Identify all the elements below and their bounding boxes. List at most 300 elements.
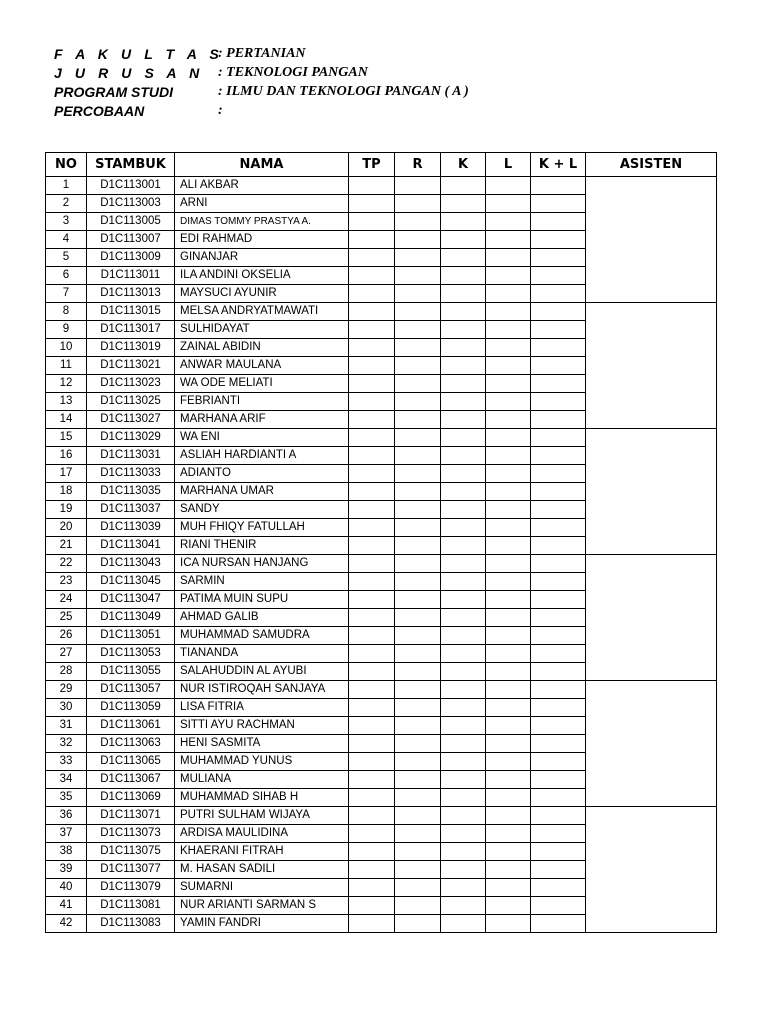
row-nama: NUR ISTIROQAH SANJAYA xyxy=(175,681,349,699)
row-k-plus-l-cell xyxy=(531,231,586,249)
table-row xyxy=(46,807,717,825)
row-nama: ANWAR MAULANA xyxy=(175,357,349,375)
row-nama: HENI SASMITA xyxy=(175,735,349,753)
percobaan-value: : xyxy=(218,102,223,118)
row-k-cell xyxy=(441,825,486,843)
table-row xyxy=(46,303,717,321)
row-nama: MAYSUCI AYUNIR xyxy=(175,285,349,303)
row-number: 15 xyxy=(46,429,87,447)
row-k-cell xyxy=(441,393,486,411)
asisten-cell xyxy=(586,555,717,681)
row-k-cell xyxy=(441,375,486,393)
row-l-cell xyxy=(486,357,531,375)
row-tp-cell xyxy=(349,195,395,213)
row-k-plus-l-cell xyxy=(531,393,586,411)
row-k-plus-l-cell xyxy=(531,411,586,429)
row-tp-cell xyxy=(349,285,395,303)
row-r-cell xyxy=(395,699,441,717)
row-tp-cell xyxy=(349,501,395,519)
row-k-plus-l-cell xyxy=(531,609,586,627)
row-k-plus-l-cell xyxy=(531,627,586,645)
row-l-cell xyxy=(486,753,531,771)
row-k-cell xyxy=(441,663,486,681)
row-nama: SITTI AYU RACHMAN xyxy=(175,717,349,735)
row-k-plus-l-cell xyxy=(531,519,586,537)
row-k-cell xyxy=(441,249,486,267)
row-k-plus-l-cell xyxy=(531,789,586,807)
row-stambuk: D1C113005 xyxy=(87,213,175,231)
row-l-cell xyxy=(486,177,531,195)
row-r-cell xyxy=(395,411,441,429)
row-tp-cell xyxy=(349,483,395,501)
header-row-program-studi xyxy=(54,82,714,101)
row-number: 13 xyxy=(46,393,87,411)
row-number: 35 xyxy=(46,789,87,807)
row-l-cell xyxy=(486,915,531,933)
row-number: 3 xyxy=(46,213,87,231)
row-nama: SANDY xyxy=(175,501,349,519)
row-l-cell xyxy=(486,303,531,321)
row-k-cell xyxy=(441,195,486,213)
row-k-plus-l-cell xyxy=(531,825,586,843)
row-k-cell xyxy=(441,411,486,429)
row-stambuk: D1C113055 xyxy=(87,663,175,681)
row-nama: WA ODE MELIATI xyxy=(175,375,349,393)
row-l-cell xyxy=(486,789,531,807)
row-stambuk: D1C113035 xyxy=(87,483,175,501)
row-r-cell xyxy=(395,429,441,447)
row-nama: AHMAD GALIB xyxy=(175,609,349,627)
row-l-cell xyxy=(486,897,531,915)
row-r-cell xyxy=(395,465,441,483)
jurusan-label: J U R U S A N xyxy=(54,64,204,81)
row-number: 36 xyxy=(46,807,87,825)
row-tp-cell xyxy=(349,357,395,375)
column-header-k: K xyxy=(441,153,486,177)
row-k-plus-l-cell xyxy=(531,213,586,231)
row-r-cell xyxy=(395,339,441,357)
row-l-cell xyxy=(486,537,531,555)
student-roster-table xyxy=(45,152,717,933)
column-header-l: L xyxy=(486,153,531,177)
column-header-stambuk: STAMBUK xyxy=(87,153,175,177)
row-tp-cell xyxy=(349,429,395,447)
row-tp-cell xyxy=(349,627,395,645)
row-number: 21 xyxy=(46,537,87,555)
row-k-cell xyxy=(441,465,486,483)
row-number: 25 xyxy=(46,609,87,627)
percobaan-label: PERCOBAAN xyxy=(54,102,145,119)
row-tp-cell xyxy=(349,465,395,483)
row-l-cell xyxy=(486,735,531,753)
row-k-plus-l-cell xyxy=(531,915,586,933)
row-stambuk: D1C113043 xyxy=(87,555,175,573)
row-nama: ASLIAH HARDIANTI A xyxy=(175,447,349,465)
row-l-cell xyxy=(486,555,531,573)
row-stambuk: D1C113029 xyxy=(87,429,175,447)
row-number: 14 xyxy=(46,411,87,429)
row-r-cell xyxy=(395,609,441,627)
row-l-cell xyxy=(486,519,531,537)
asisten-cell xyxy=(586,807,717,933)
row-tp-cell xyxy=(349,519,395,537)
row-r-cell xyxy=(395,861,441,879)
asisten-cell xyxy=(586,177,717,303)
row-k-cell xyxy=(441,897,486,915)
row-number: 16 xyxy=(46,447,87,465)
row-tp-cell xyxy=(349,807,395,825)
row-k-cell xyxy=(441,537,486,555)
row-l-cell xyxy=(486,213,531,231)
row-k-cell xyxy=(441,699,486,717)
row-tp-cell xyxy=(349,177,395,195)
row-k-cell xyxy=(441,717,486,735)
row-k-plus-l-cell xyxy=(531,537,586,555)
row-number: 9 xyxy=(46,321,87,339)
row-stambuk: D1C113001 xyxy=(87,177,175,195)
row-r-cell xyxy=(395,249,441,267)
row-k-plus-l-cell xyxy=(531,555,586,573)
column-header-r: R xyxy=(395,153,441,177)
row-tp-cell xyxy=(349,663,395,681)
row-nama: SUMARNI xyxy=(175,879,349,897)
row-k-cell xyxy=(441,627,486,645)
row-r-cell xyxy=(395,591,441,609)
row-stambuk: D1C113013 xyxy=(87,285,175,303)
row-k-plus-l-cell xyxy=(531,753,586,771)
row-k-plus-l-cell xyxy=(531,573,586,591)
row-k-cell xyxy=(441,771,486,789)
row-r-cell xyxy=(395,177,441,195)
row-k-cell xyxy=(441,645,486,663)
header-row-fakultas xyxy=(54,44,714,63)
column-header-nama: NAMA xyxy=(175,153,349,177)
row-tp-cell xyxy=(349,645,395,663)
row-l-cell xyxy=(486,663,531,681)
row-r-cell xyxy=(395,645,441,663)
row-stambuk: D1C113037 xyxy=(87,501,175,519)
row-nama: ZAINAL ABIDIN xyxy=(175,339,349,357)
row-l-cell xyxy=(486,321,531,339)
column-header-no: NO xyxy=(46,153,87,177)
row-number: 37 xyxy=(46,825,87,843)
row-k-plus-l-cell xyxy=(531,807,586,825)
row-nama: MUHAMMAD SAMUDRA xyxy=(175,627,349,645)
row-k-plus-l-cell xyxy=(531,447,586,465)
row-tp-cell xyxy=(349,771,395,789)
row-l-cell xyxy=(486,771,531,789)
row-tp-cell xyxy=(349,231,395,249)
row-l-cell xyxy=(486,501,531,519)
row-tp-cell xyxy=(349,879,395,897)
row-k-cell xyxy=(441,789,486,807)
row-stambuk: D1C113057 xyxy=(87,681,175,699)
row-l-cell xyxy=(486,699,531,717)
row-l-cell xyxy=(486,411,531,429)
row-number: 33 xyxy=(46,753,87,771)
row-k-cell xyxy=(441,591,486,609)
row-number: 18 xyxy=(46,483,87,501)
table-row xyxy=(46,177,717,195)
row-number: 31 xyxy=(46,717,87,735)
fakultas-label: F A K U L T A S xyxy=(54,45,224,62)
row-stambuk: D1C113017 xyxy=(87,321,175,339)
row-l-cell xyxy=(486,465,531,483)
row-stambuk: D1C113025 xyxy=(87,393,175,411)
row-r-cell xyxy=(395,375,441,393)
row-stambuk: D1C113009 xyxy=(87,249,175,267)
row-r-cell xyxy=(395,537,441,555)
row-r-cell xyxy=(395,771,441,789)
row-r-cell xyxy=(395,267,441,285)
row-k-cell xyxy=(441,267,486,285)
row-l-cell xyxy=(486,825,531,843)
row-l-cell xyxy=(486,717,531,735)
row-k-cell xyxy=(441,735,486,753)
row-r-cell xyxy=(395,573,441,591)
row-nama: PUTRI SULHAM WIJAYA xyxy=(175,807,349,825)
row-k-cell xyxy=(441,213,486,231)
row-nama: ILA ANDINI OKSELIA xyxy=(175,267,349,285)
row-number: 22 xyxy=(46,555,87,573)
row-r-cell xyxy=(395,393,441,411)
row-l-cell xyxy=(486,573,531,591)
row-tp-cell xyxy=(349,861,395,879)
row-number: 20 xyxy=(46,519,87,537)
row-number: 32 xyxy=(46,735,87,753)
row-nama: MARHANA UMAR xyxy=(175,483,349,501)
row-k-plus-l-cell xyxy=(531,897,586,915)
row-l-cell xyxy=(486,195,531,213)
row-stambuk: D1C113027 xyxy=(87,411,175,429)
row-tp-cell xyxy=(349,699,395,717)
row-number: 38 xyxy=(46,843,87,861)
row-r-cell xyxy=(395,519,441,537)
table-body xyxy=(46,177,717,933)
asisten-cell xyxy=(586,429,717,555)
row-nama: EDI RAHMAD xyxy=(175,231,349,249)
row-number: 34 xyxy=(46,771,87,789)
row-l-cell xyxy=(486,807,531,825)
row-r-cell xyxy=(395,303,441,321)
row-tp-cell xyxy=(349,735,395,753)
row-nama: ARNI xyxy=(175,195,349,213)
row-tp-cell xyxy=(349,753,395,771)
row-k-plus-l-cell xyxy=(531,357,586,375)
row-k-plus-l-cell xyxy=(531,591,586,609)
row-k-plus-l-cell xyxy=(531,879,586,897)
row-tp-cell xyxy=(349,303,395,321)
row-nama: RIANI THENIR xyxy=(175,537,349,555)
row-tp-cell xyxy=(349,375,395,393)
row-k-plus-l-cell xyxy=(531,663,586,681)
row-l-cell xyxy=(486,861,531,879)
row-l-cell xyxy=(486,483,531,501)
row-tp-cell xyxy=(349,897,395,915)
table-row xyxy=(46,429,717,447)
row-k-cell xyxy=(441,519,486,537)
row-k-cell xyxy=(441,573,486,591)
table-header-row xyxy=(46,153,717,177)
row-stambuk: D1C113049 xyxy=(87,609,175,627)
row-number: 42 xyxy=(46,915,87,933)
row-tp-cell xyxy=(349,915,395,933)
jurusan-value: : TEKNOLOGI PANGAN xyxy=(218,64,368,80)
row-nama: SARMIN xyxy=(175,573,349,591)
document-header xyxy=(54,44,714,120)
row-number: 40 xyxy=(46,879,87,897)
row-k-plus-l-cell xyxy=(531,465,586,483)
row-k-plus-l-cell xyxy=(531,771,586,789)
row-nama: SULHIDAYAT xyxy=(175,321,349,339)
program-studi-value: : ILMU DAN TEKNOLOGI PANGAN ( A ) xyxy=(218,83,469,99)
row-k-cell xyxy=(441,879,486,897)
row-nama: M. HASAN SADILI xyxy=(175,861,349,879)
row-number: 19 xyxy=(46,501,87,519)
row-r-cell xyxy=(395,753,441,771)
row-nama: MUHAMMAD YUNUS xyxy=(175,753,349,771)
row-l-cell xyxy=(486,231,531,249)
row-nama: MULIANA xyxy=(175,771,349,789)
row-k-cell xyxy=(441,429,486,447)
row-nama: NUR ARIANTI SARMAN S xyxy=(175,897,349,915)
row-k-plus-l-cell xyxy=(531,735,586,753)
row-k-plus-l-cell xyxy=(531,375,586,393)
row-stambuk: D1C113075 xyxy=(87,843,175,861)
row-stambuk: D1C113067 xyxy=(87,771,175,789)
row-r-cell xyxy=(395,501,441,519)
row-number: 11 xyxy=(46,357,87,375)
row-tp-cell xyxy=(349,213,395,231)
row-stambuk: D1C113077 xyxy=(87,861,175,879)
row-k-cell xyxy=(441,861,486,879)
row-nama: WA ENI xyxy=(175,429,349,447)
row-number: 4 xyxy=(46,231,87,249)
row-number: 27 xyxy=(46,645,87,663)
row-k-cell xyxy=(441,807,486,825)
row-r-cell xyxy=(395,231,441,249)
row-r-cell xyxy=(395,285,441,303)
row-stambuk: D1C113031 xyxy=(87,447,175,465)
row-nama: ALI AKBAR xyxy=(175,177,349,195)
row-l-cell xyxy=(486,267,531,285)
row-nama: ADIANTO xyxy=(175,465,349,483)
row-k-cell xyxy=(441,681,486,699)
row-k-plus-l-cell xyxy=(531,429,586,447)
row-number: 24 xyxy=(46,591,87,609)
row-nama: MELSA ANDRYATMAWATI xyxy=(175,303,349,321)
row-l-cell xyxy=(486,591,531,609)
row-tp-cell xyxy=(349,591,395,609)
row-r-cell xyxy=(395,555,441,573)
row-nama: FEBRIANTI xyxy=(175,393,349,411)
row-stambuk: D1C113047 xyxy=(87,591,175,609)
row-tp-cell xyxy=(349,321,395,339)
row-tp-cell xyxy=(349,537,395,555)
row-number: 26 xyxy=(46,627,87,645)
fakultas-value: : PERTANIAN xyxy=(218,45,306,61)
row-stambuk: D1C113039 xyxy=(87,519,175,537)
row-k-cell xyxy=(441,483,486,501)
row-k-plus-l-cell xyxy=(531,501,586,519)
row-k-plus-l-cell xyxy=(531,195,586,213)
row-nama: MUH FHIQY FATULLAH xyxy=(175,519,349,537)
row-stambuk: D1C113051 xyxy=(87,627,175,645)
row-nama: TIANANDA xyxy=(175,645,349,663)
row-l-cell xyxy=(486,843,531,861)
row-nama: SALAHUDDIN AL AYUBI xyxy=(175,663,349,681)
row-stambuk: D1C113073 xyxy=(87,825,175,843)
row-stambuk: D1C113011 xyxy=(87,267,175,285)
row-stambuk: D1C113063 xyxy=(87,735,175,753)
row-r-cell xyxy=(395,321,441,339)
row-r-cell xyxy=(395,735,441,753)
row-l-cell xyxy=(486,339,531,357)
row-tp-cell xyxy=(349,843,395,861)
row-k-plus-l-cell xyxy=(531,303,586,321)
row-stambuk: D1C113061 xyxy=(87,717,175,735)
row-stambuk: D1C113059 xyxy=(87,699,175,717)
row-k-cell xyxy=(441,285,486,303)
row-number: 29 xyxy=(46,681,87,699)
row-r-cell xyxy=(395,681,441,699)
row-k-plus-l-cell xyxy=(531,717,586,735)
row-l-cell xyxy=(486,879,531,897)
row-r-cell xyxy=(395,915,441,933)
row-r-cell xyxy=(395,789,441,807)
row-number: 5 xyxy=(46,249,87,267)
row-k-plus-l-cell xyxy=(531,483,586,501)
row-k-cell xyxy=(441,447,486,465)
row-k-cell xyxy=(441,339,486,357)
column-header-asisten: ASISTEN xyxy=(586,153,717,177)
row-k-cell xyxy=(441,555,486,573)
row-number: 1 xyxy=(46,177,87,195)
row-number: 7 xyxy=(46,285,87,303)
row-k-cell xyxy=(441,609,486,627)
row-stambuk: D1C113003 xyxy=(87,195,175,213)
row-nama: LISA FITRIA xyxy=(175,699,349,717)
row-tp-cell xyxy=(349,411,395,429)
row-stambuk: D1C113023 xyxy=(87,375,175,393)
row-r-cell xyxy=(395,483,441,501)
header-row-percobaan xyxy=(54,101,714,120)
row-l-cell xyxy=(486,429,531,447)
row-nama: YAMIN FANDRI xyxy=(175,915,349,933)
row-stambuk: D1C113041 xyxy=(87,537,175,555)
row-nama: ARDISA MAULIDINA xyxy=(175,825,349,843)
row-l-cell xyxy=(486,681,531,699)
row-r-cell xyxy=(395,627,441,645)
row-stambuk: D1C113071 xyxy=(87,807,175,825)
row-k-plus-l-cell xyxy=(531,843,586,861)
row-k-plus-l-cell xyxy=(531,681,586,699)
row-number: 10 xyxy=(46,339,87,357)
table-row xyxy=(46,681,717,699)
row-k-plus-l-cell xyxy=(531,249,586,267)
row-r-cell xyxy=(395,825,441,843)
row-stambuk: D1C113019 xyxy=(87,339,175,357)
row-l-cell xyxy=(486,285,531,303)
row-l-cell xyxy=(486,375,531,393)
row-number: 28 xyxy=(46,663,87,681)
row-r-cell xyxy=(395,897,441,915)
row-k-plus-l-cell xyxy=(531,267,586,285)
row-stambuk: D1C113033 xyxy=(87,465,175,483)
row-r-cell xyxy=(395,213,441,231)
row-tp-cell xyxy=(349,267,395,285)
column-header-tp: TP xyxy=(349,153,395,177)
